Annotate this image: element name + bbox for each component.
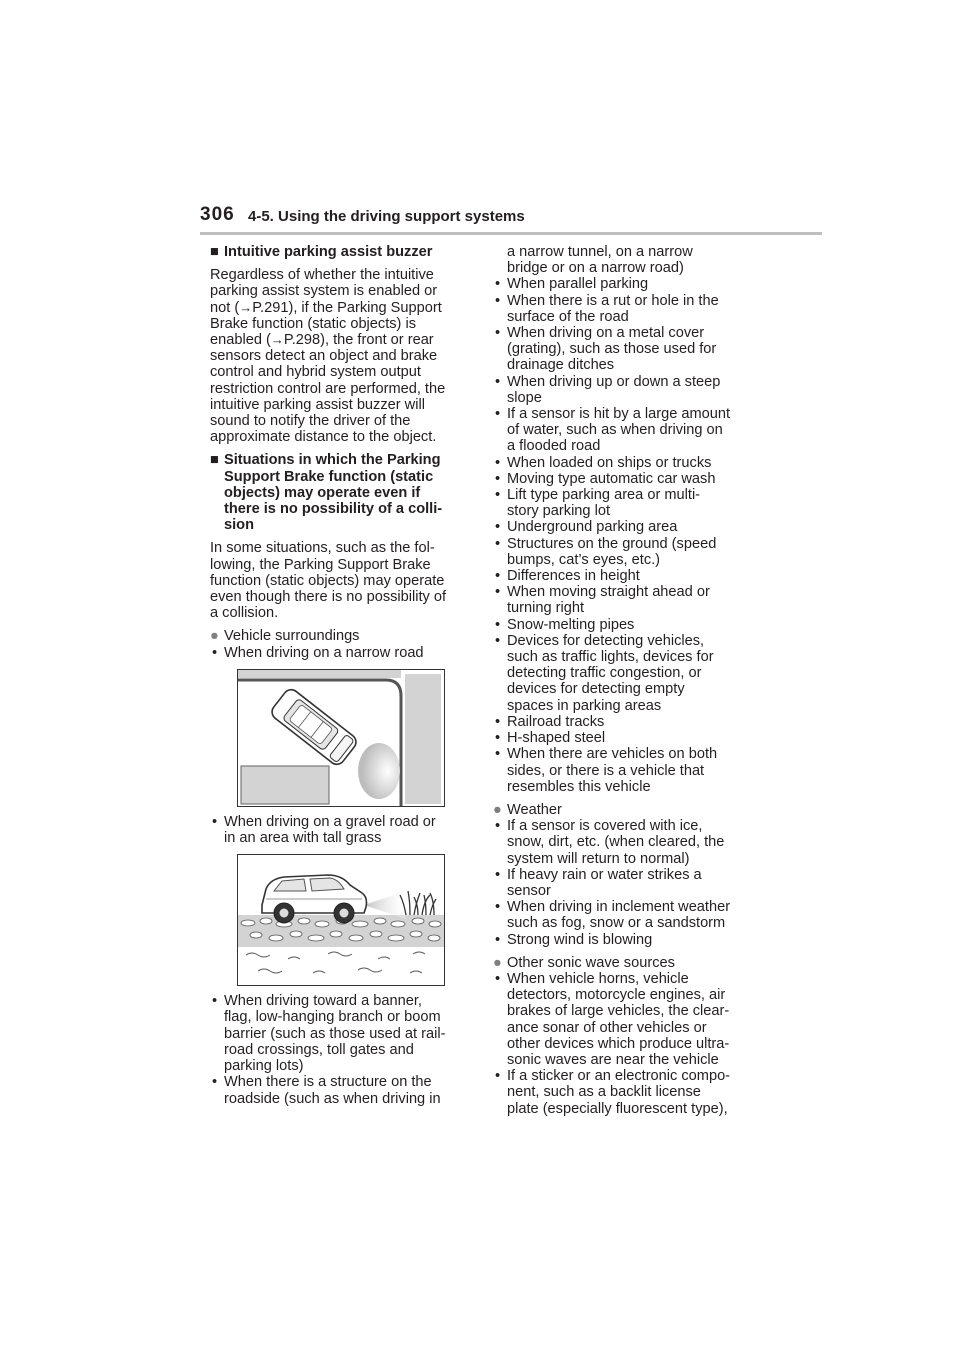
paragraph-situations: In some situations, such as the fol- lowing, the Parking Support Brake function (static objects) may operate even though there is no possibility of a collision.	[210, 540, 447, 622]
circle-bullet-icon: ●	[210, 628, 219, 645]
bullet-icon: •	[495, 568, 501, 585]
heading-buzzer: ■ Intuitive parking assist buzzer	[210, 244, 433, 260]
gravel-road-tall-grass-illustration	[237, 854, 445, 986]
bullet-icon: •	[495, 970, 501, 987]
list-item: • H-shaped steel	[495, 730, 606, 747]
bullet-icon: •	[495, 276, 501, 293]
bullet-icon: •	[495, 584, 501, 601]
list-item: • When there is a rut or hole in the surface of the road	[495, 292, 719, 325]
list-item: • Devices for detecting vehicles, such as traffic lights, devices for detecting traffic congestion, or devices for detecting empty spaces in parking areas	[495, 632, 714, 714]
list-item: • When driving on a narrow road	[212, 644, 424, 661]
section-title: 4-5. Using the driving support systems	[248, 208, 525, 225]
bullet-icon: •	[495, 454, 501, 471]
list-item: • Structures on the ground (speed bumps, cat’s eyes, etc.)	[495, 535, 717, 568]
bullet-icon: •	[495, 535, 501, 552]
list-item: • If a sticker or an electronic compo- nent, such as a backlit license plate (especially fluorescent type),	[495, 1068, 731, 1117]
list-item: • When vehicle horns, vehicle detectors, motorcycle engines, air brakes of large vehicles, the clear- ance sonar of other vehicles or other devices which produce ultra- sonic waves are near the vehicle	[495, 970, 730, 1068]
bullet-icon: •	[212, 644, 218, 661]
bullet-icon: •	[212, 993, 218, 1010]
list-item: • When moving straight ahead or turning right	[495, 584, 710, 617]
sonic-sources-list	[493, 971, 755, 1117]
list-item: • If heavy rain or water strikes a sensor	[495, 866, 702, 899]
bullet-icon: •	[495, 818, 501, 835]
bullet-icon: •	[495, 292, 501, 309]
bullet-icon: •	[495, 519, 501, 536]
list-item: • If a sensor is covered with ice, snow, dirt, etc. (when cleared, the system will return to normal)	[495, 818, 725, 867]
category-other-sonic-wave-sources: ● Other sonic wave sources	[493, 954, 675, 971]
bullet-icon: •	[495, 373, 501, 390]
bullet-icon: •	[495, 746, 501, 763]
circle-bullet-icon: ●	[493, 801, 502, 818]
list-item: • When loaded on ships or trucks	[495, 454, 712, 471]
bullet-icon: •	[212, 813, 218, 830]
square-bullet-icon: ■	[210, 452, 219, 469]
list-item: • When parallel parking	[495, 276, 649, 293]
list-item: • Differences in height	[495, 568, 640, 585]
circle-bullet-icon: ●	[493, 954, 502, 971]
bullet-icon: •	[212, 1074, 218, 1091]
arrow-right-icon: →	[270, 332, 284, 348]
list-item: • Railroad tracks	[495, 713, 605, 730]
list-item: • When driving on a metal cover (grating), such as those used for drainage ditches	[495, 325, 717, 374]
list-item: • If a sensor is hit by a large amount of water, such as when driving on a flooded road	[495, 406, 731, 455]
bullet-icon: •	[495, 866, 501, 883]
list-item: • Snow-melting pipes	[495, 616, 635, 633]
bullet-icon: •	[495, 713, 501, 730]
page-link-298[interactable]: P.298), the front or rear	[283, 332, 434, 349]
list-item: • When driving in inclement weather such as fog, snow or a sandstorm	[495, 899, 731, 932]
category-vehicle-surroundings: ● Vehicle surroundings	[210, 628, 360, 645]
surroundings-list	[493, 276, 755, 795]
square-bullet-icon: ■	[210, 244, 219, 260]
bullet-icon: •	[495, 632, 501, 649]
category-weather: ● Weather	[493, 801, 562, 818]
header-divider	[200, 232, 822, 235]
bullet-icon: •	[495, 406, 501, 423]
heading-situations: ■ Situations in which the Parking Support Brake function (static objects) may operate even if there is no possibility of a colli- sion	[210, 452, 443, 534]
bullet-icon: •	[495, 470, 501, 487]
narrow-road-illustration	[237, 669, 445, 807]
page-number: 306	[200, 204, 235, 225]
page-link-291[interactable]: P.291), if the Parking Support	[252, 299, 442, 316]
list-item: • Moving type automatic car wash	[495, 470, 716, 487]
left-column	[210, 244, 472, 1107]
bullet-icon: •	[495, 487, 501, 504]
list-item: • Underground parking area	[495, 519, 678, 536]
list-item-continued: a narrow tunnel, on a narrow bridge or on a narrow road)	[507, 244, 693, 277]
list-item: • When driving up or down a steep slope	[495, 373, 721, 406]
bullet-icon: •	[495, 1068, 501, 1085]
arrow-right-icon: →	[239, 299, 253, 315]
bullet-icon: •	[495, 899, 501, 916]
right-column	[493, 244, 755, 1117]
list-item: • Lift type parking area or multi- story parking lot	[495, 487, 701, 520]
paragraph-buzzer: Regardless of whether the intuitive parking assist system is enabled or not (→P.291), if the Parking Support Brake function (static objects) is enabled (→P.298), the front or rear sensors detect an object and brake control and hybrid system output restriction control are performed, the intuitive parking assist buzzer will sound to notify the driver of the approximate distance to the object.	[210, 267, 446, 446]
bullet-icon: •	[495, 325, 501, 342]
list-item: • When driving toward a banner, flag, low-hanging branch or boom barrier (such as those used at rail- road crossings, toll gates and parking lots)	[212, 993, 446, 1075]
bullet-icon: •	[495, 931, 501, 948]
bullet-icon: •	[495, 616, 501, 633]
bullet-icon: •	[495, 730, 501, 747]
list-item: • Strong wind is blowing	[495, 931, 653, 948]
list-item: • When there are vehicles on both sides, or there is a vehicle that resembles this vehicle	[495, 746, 718, 795]
weather-list	[493, 818, 755, 948]
list-item: • When there is a structure on the roadside (such as when driving in	[212, 1074, 441, 1107]
list-item: • When driving on a gravel road or in an area with tall grass	[212, 813, 436, 847]
